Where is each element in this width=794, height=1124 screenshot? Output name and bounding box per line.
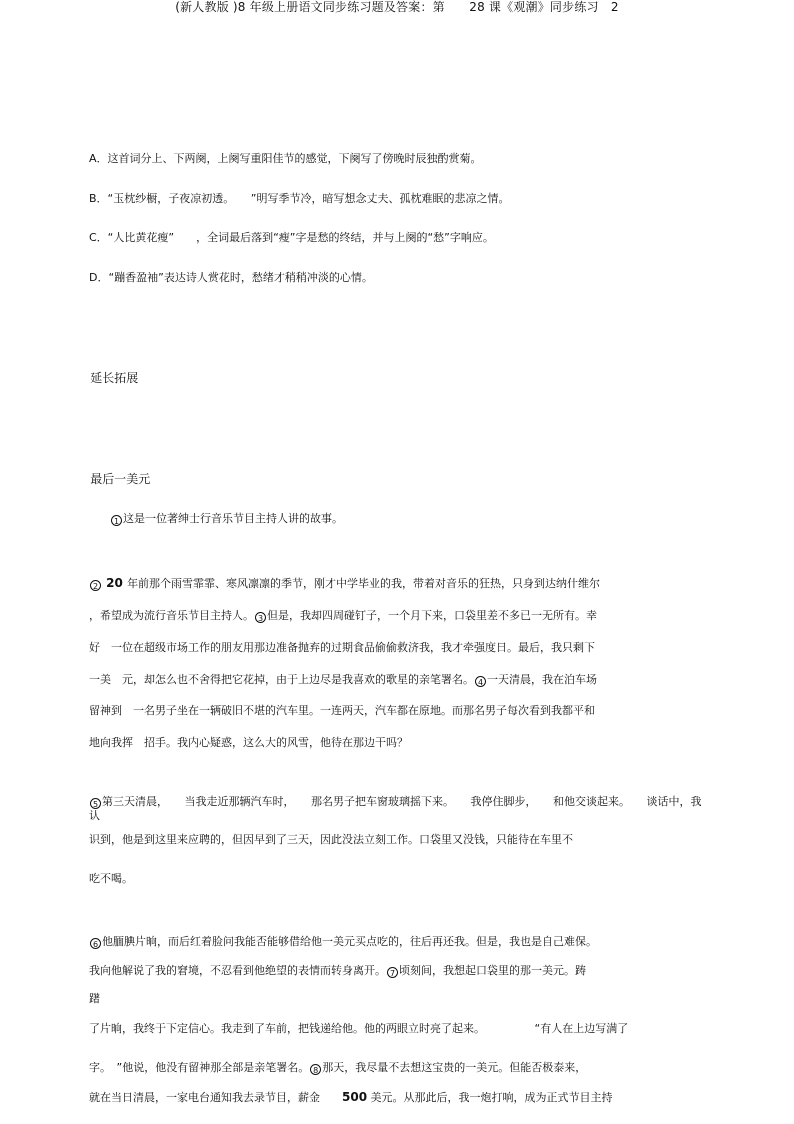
paragraph-6-line-4-text: 了片晌，我终于下定信心。我走到了车前，把钱递给他。他的两眼立时亮了起来。 “有人在上边写满了 [89, 1022, 629, 1035]
paragraph-5-line-1 [75, 781, 702, 823]
number-20: 20 [102, 576, 128, 590]
paragraph-2-line-3-text: 好 一位在超级市场工作的朋友用那边准备抛弃的过期食品偷偷救济我，我才牵强度日。最后，我只剩下 [89, 641, 595, 654]
paragraph-5-line-1-text: 第三天清晨， 当我走近那辆汽车时， 那名男子把车窗玻璃摇下来。 我停住脚步， 和他交谈起来。 谈话中，我 [102, 795, 702, 808]
paragraph-6-line-2b-text: 顷刻间，我想起口袋里的那一美元。踌 [399, 964, 586, 977]
paragraph-6-line-6a-text: 就在当日清晨，一家电台通知我去录节目，薪金 [89, 1091, 342, 1104]
paragraph-6-line-6 [75, 1076, 613, 1119]
article-title-text: 最后一美元 [90, 472, 151, 486]
paragraph-5-line-3-text: 吃不喝。 [89, 872, 133, 885]
option-a-text: A．这首词分上、下两阕，上阕写重阳佳节的感觉，下阕写了傍晚时辰独酌赏菊。 [89, 152, 482, 165]
paragraph-2-line-6 [75, 722, 408, 764]
paragraph-marker-1: 1 [111, 515, 122, 526]
paragraph-6-line-2 [75, 950, 586, 992]
paragraph-6-line-5b-text: 那天，我尽量不去想这宝贵的一美元。但能否极泰来， [322, 1061, 587, 1074]
paragraph-2-line-2b-text: 但是，我却四周碰钉子，一个月下来，口袋里差不多已一无所有。幸 [267, 609, 597, 622]
paragraph-marker-6: 6 [90, 938, 101, 949]
option-c [75, 217, 494, 259]
paragraph-1-text: 这是一位著绅士行音乐节目主持人讲的故事。 [123, 512, 343, 525]
page-header [0, 0, 794, 14]
paragraph-6-line-6b-text: 美元。从那此后，我一炮打响，成为正式节目主持 [367, 1091, 613, 1104]
paragraph-2-line-5-text: 留神到 一名男子坐在一辆破旧不堪的汽车里。一连两天，汽车都在原地。而那名男子每次看到我都平和 [89, 704, 595, 717]
paragraph-6-line-3-text: 躇 [89, 992, 100, 1005]
paragraph-marker-3: 3 [255, 612, 266, 623]
option-d [75, 257, 373, 299]
paragraph-2-line-2a-text: ，希望成为流行音乐节目主持人。 [89, 609, 254, 622]
salary-500: 500 [342, 1090, 368, 1104]
article-title [75, 458, 150, 500]
paragraph-6-line-1-text: 他腼腆片晌，而后红着脸问我能否能够借给他一美元买点吃的，往后再还我。但是，我也是自己难保。 [102, 935, 597, 948]
paragraph-marker-8: 8 [310, 1064, 321, 1075]
paragraph-1 [96, 498, 343, 540]
paragraph-5-line-2-text: 识到，他是到这里来应聘的，但因早到了三天，因此没法立刻工作。口袋里又没钱，只能待在车里不 [89, 833, 573, 846]
paragraph-2-line-1-text: 年前那个雨雪霏霏、寒风凛凛的季节，刚才中学毕业的我，带着对音乐的狂热，只身到达纳什维尔 [127, 577, 601, 590]
paragraph-2-line-4b-text: 一天清晨，我在泊车场 [487, 673, 597, 686]
paragraph-6-line-2a-text: 我向他解说了我的窘境，不忍看到他绝望的表情而转身离开。 [89, 964, 386, 977]
paragraph-2-line-4a-text: 一美 元，却怎么也不舍得把它花掉，由于上边尽是我喜欢的歌星的亲笔署名。 [89, 673, 474, 686]
option-a [75, 138, 482, 180]
paragraph-6-line-5a-text: 字。 ”他说，他没有留神那全部是亲笔署名。 [89, 1061, 310, 1074]
option-b-text: B．“玉枕纱橱，子夜凉初透。 ”明写季节冷，暗写想念丈夫、孤枕难眠的悲凉之情。 [89, 192, 510, 205]
paragraph-marker-5: 5 [90, 798, 101, 809]
option-d-text: D．“蹦香盈袖”表达诗人赏花时，愁绪才稍稍冲淡的心情。 [89, 271, 373, 284]
option-b [75, 178, 509, 220]
paragraph-5-line-1b-text: 认 [89, 809, 100, 822]
paragraph-2-line-6-text: 地向我挥 招手。我内心疑惑，这么大的风雪，他待在那边干吗？ [89, 736, 408, 749]
paragraph-5-line-2 [75, 819, 573, 861]
paragraph-5-line-3 [75, 858, 133, 900]
header-title: (新人教版 )8 年级上册语文同步练习题及答案：第 28 课《观潮》同步练习 2 [175, 0, 619, 14]
paragraph-marker-7: 7 [387, 967, 398, 978]
paragraph-marker-2: 2 [90, 580, 101, 591]
section-title-text: 延长拓展 [90, 371, 139, 385]
option-c-text: C．“人比黄花瘦” ，全词最后落到“瘦”字是愁的终结，并与上阕的“愁”字响应。 [89, 231, 494, 244]
paragraph-marker-4: 4 [475, 676, 486, 687]
paragraph-6-line-4 [75, 1008, 628, 1050]
section-title [75, 357, 138, 399]
